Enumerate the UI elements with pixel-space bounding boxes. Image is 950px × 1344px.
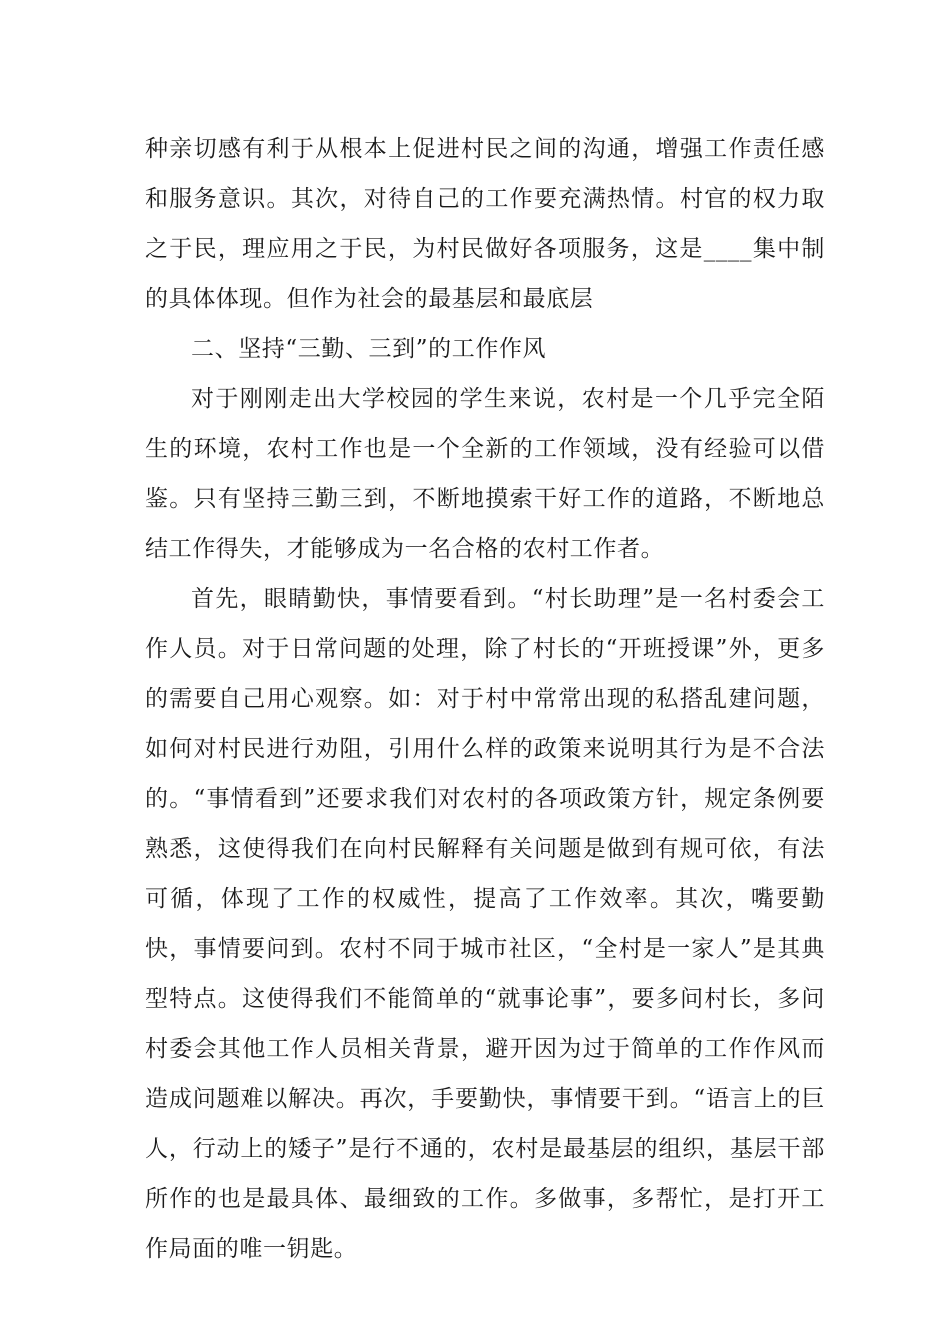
paragraph-intro: 对于刚刚走出大学校园的学生来说，农村是一个几乎完全陌生的环境，农村工作也是一个全新的工作领域，没有经验可以借鉴。只有坚持三勤三到，不断地摸索干好工作的道路，不断地总结工作得失，才能够成为一名合格的农村工作者。 <box>145 386 825 562</box>
section-heading: 二、坚持“三勤、三到”的工作作风 <box>191 336 547 362</box>
paragraph-continuation: 种亲切感有利于从根本上促进村民之间的沟通，增强工作责任感和服务意识。其次，对待自己的工作要充满热情。村官的权力取之于民，理应用之于民，为村民做好各项服务，这是____集中制的具体体现。但作为社会的最基层和最底层 <box>145 136 825 312</box>
paragraph-three-diligences: 首先，眼睛勤快，事情要看到。“村长助理”是一名村委会工作人员。对于日常问题的处理，除了村长的“开班授课”外，更多的需要自己用心观察。如：对于村中常常出现的私搭乱建问题，如何对村民进行劝阻，引用什么样的政策来说明其行为是不合法的。“事情看到”还要求我们对农村的各项政策方针，规定条例要熟悉，这使得我们在向村民解释有关问题是做到有规可依，有法可循，体现了工作的权威性，提高了工作效率。其次，嘴要勤快，事情要问到。农村不同于城市社区，“全村是一家人”是其典型特点。这使得我们不能简单的“就事论事”，要多问村长，多问村委会其他工作人员相关背景，避开因为过于简单的工作作风而造成问题难以解决。再次，手要勤快，事情要干到。“语言上的巨人，行动上的矮子”是行不通的，农村是最基层的组织，基层干部所作的也是最具体、最细致的工作。多做事，多帮忙，是打开工作局面的唯一钥匙。 <box>145 586 825 1262</box>
document-body <box>145 124 825 1274</box>
